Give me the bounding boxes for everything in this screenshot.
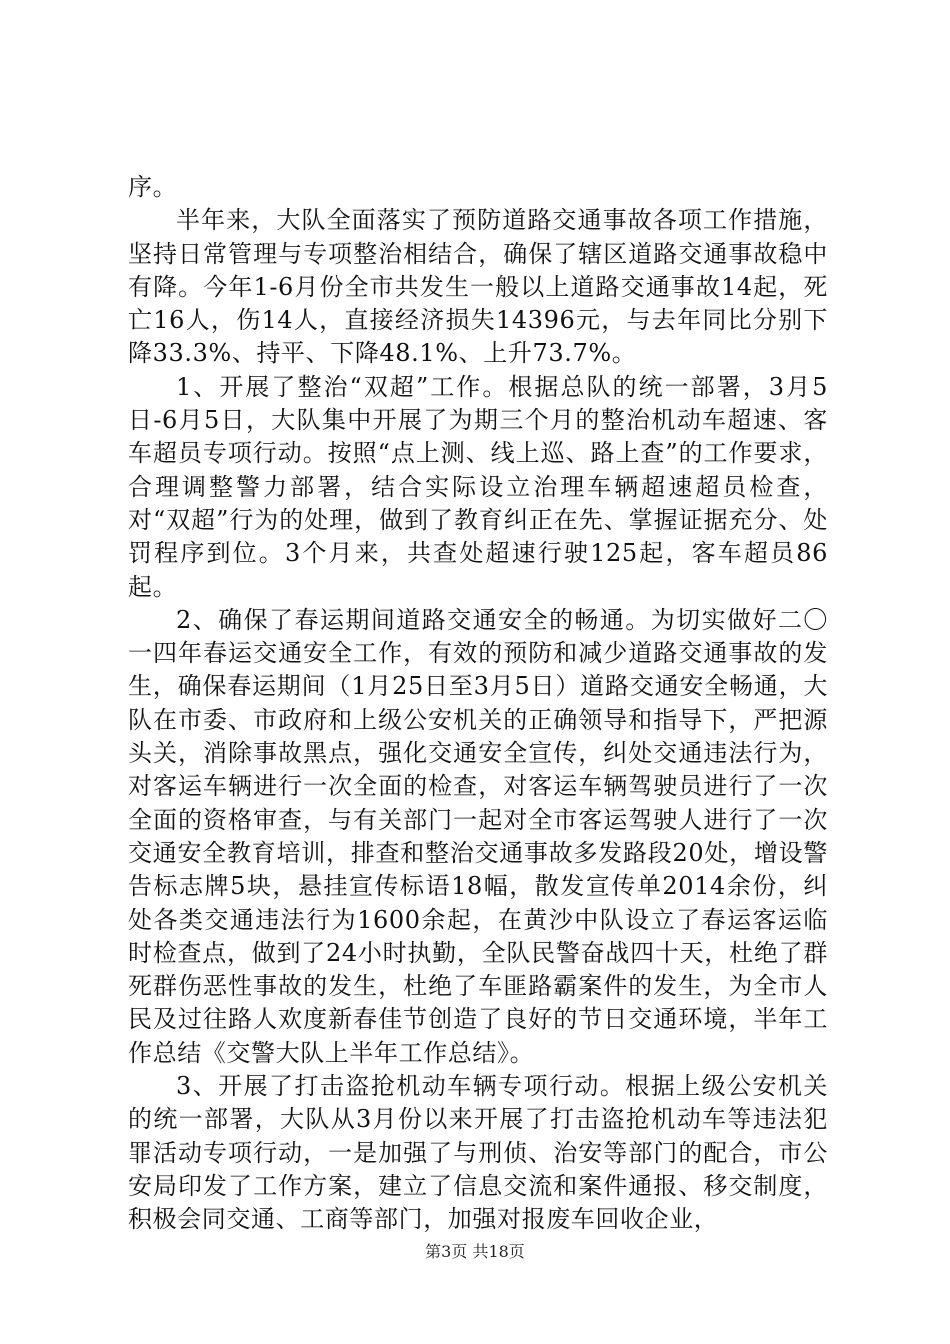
paragraph-item-3: 3、开展了打击盗抢机动车辆专项行动。根据上级公安机关的统一部署，大队从3月份以来开展了打击盗抢机动车等违法犯罪活动专项行动，一是加强了与刑侦、治安等部门的配合，市公安局印发了工作方案，建立了信息交流和案件通报、移交制度，积极会同交通、工商等部门，加强对报废车回收企业， bbox=[128, 1072, 828, 1234]
paragraph-item-2: 2、确保了春运期间道路交通安全的畅通。为切实做好二〇一四年春运交通安全工作，有效的预防和减少道路交通事故的发生，确保春运期间（1月25日至3月5日）道路交通安全畅通，大队在市委、市政府和上级公安机关的正确领导和指导下，严把源头关，消除事故黑点，强化交通安全宣传，纠处交通违法行为，对客运车辆进行一次全面的检查，对客运车辆驾驶员进行了一次全面的资格审查，与有关部门一起对全市客运驾驶人进行了一次交通安全教育培训，排查和整治交通事故多发路段20处，增设警告标志牌5块，悬挂宣传标语18幅，散发宣传单2014余份，纠处各类交通违法行为1600余起，在黄沙中队设立了春运客运临时检查点，做到了24小时执勤，全队民警奋战四十天，杜绝了群死群伤恶性事故的发生，杜绝了车匪路霸案件的发生，为全市人民及过往路人欢度新春佳节创造了良好的节日交通环境，半年工作总结《交警大队上半年工作总结》。 bbox=[128, 605, 828, 1067]
document-body bbox=[128, 171, 828, 1237]
page-number-footer: 第3页 共18页 bbox=[425, 1242, 525, 1261]
paragraph-summary: 半年来，大队全面落实了预防道路交通事故各项工作措施，坚持日常管理与专项整治相结合，确保了辖区道路交通事故稳中有降。今年1-6月份全市共发生一般以上道路交通事故14起，死亡16人，伤14人，直接经济损失14396元，与去年同比分别下降33.3%、持平、下降48.1%、上升73.7%。 bbox=[128, 206, 828, 368]
paragraph-continuation: 序。 bbox=[128, 173, 178, 201]
paragraph-item-1: 1、开展了整治“双超”工作。根据总队的统一部署，3月5日-6月5日，大队集中开展了为期三个月的整治机动车超速、客车超员专项行动。按照“点上测、线上巡、路上查”的工作要求，合理调整警力部署，结合实际设立治理车辆超速超员检查，对“双超”行为的处理，做到了教育纠正在先、掌握证据充分、处罚程序到位。3个月来，共查处超速行驶125起，客车超员86起。 bbox=[128, 372, 828, 601]
